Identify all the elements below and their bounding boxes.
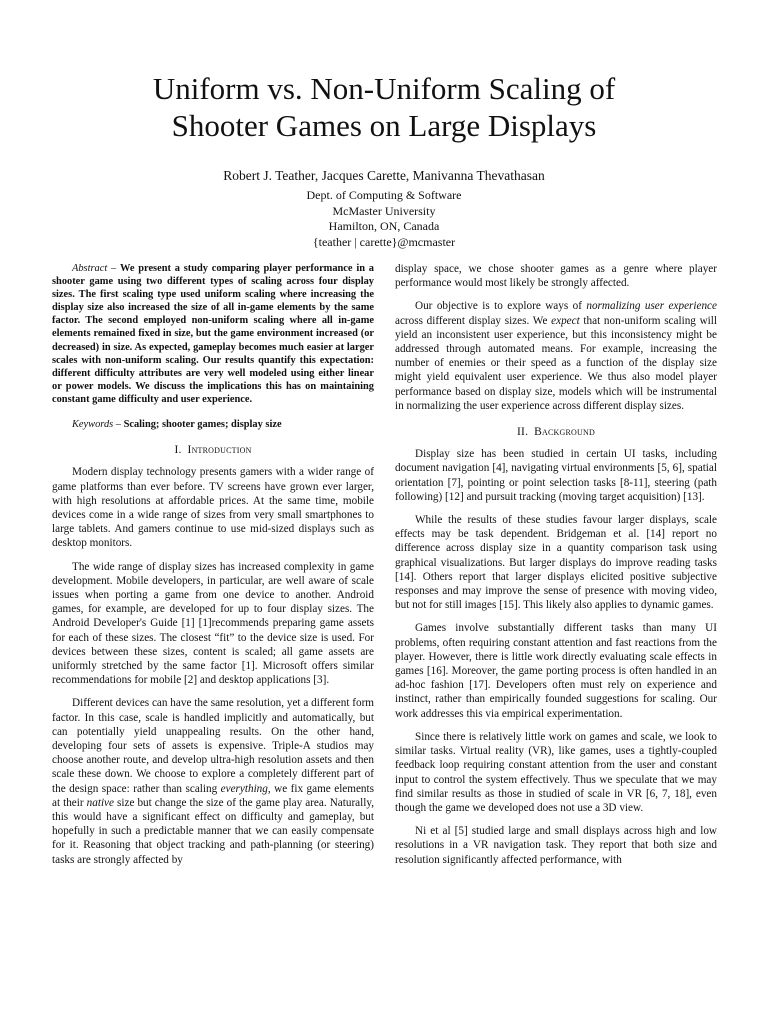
title-line-1: Uniform vs. Non-Uniform Scaling of	[152, 71, 616, 106]
text-run: size but change the size of the game play area. Naturally, this would have a significant effect on difficulty and gameplay, but hopefully in such a predictable manner that we can easily compensate for it. Reasoning that object tracking and path-planning (or steering) tasks are strongly affected by	[52, 796, 375, 866]
keywords	[52, 418, 374, 431]
background-paragraph-5: Ni et al [5] studied large and small displays across high and low resolutions in a VR navigation task. They report that both size and resolution significantly affected performance, with	[395, 825, 717, 866]
background-paragraph-1: Display size has been studied in certain UI tasks, including document navigation [4], navigating virtual environments [5, 6], spatial orientation [7], pointing or point selection tasks [8-11], steering (path following) [12] and pursuit tracking (moving target acquisition) [13].	[395, 448, 717, 503]
section-heading-background	[395, 425, 717, 439]
paper-title	[60, 70, 708, 144]
affiliation-dept: Dept. of Computing & Software	[306, 188, 462, 202]
emphasis: everything	[220, 782, 268, 795]
keywords-dash: –	[113, 419, 124, 431]
abstract-dash: –	[107, 263, 121, 274]
keywords-lead: Keywords	[72, 419, 114, 431]
affiliation-university: McMaster University	[332, 203, 436, 218]
text-run: , we fix game elements at their	[52, 782, 374, 809]
intro-paragraph-1: Modern display technology presents gamers with a wider range of game platforms than ever before. TV screens have grown ever larger, with high resolutions at affordable prices. At the same time, mobile devices come in a wide range of sizes from very small smartphones to large tablets. And gamers continue to use mid-sized displays such as desktop monitors.	[52, 466, 374, 550]
text-run: that non-uniform scaling will yield an inconsistent user experience, but this inconsistency might be addressed through automated means. For example, increasing the number of enemies or their speed as a function of the display size might yield equivalent user experience. We thus also model player performance based on display size, models which will be instrumental in normalizing the user experience across different display sizes.	[395, 314, 717, 412]
emphasis: expect	[551, 314, 580, 327]
abstract	[52, 262, 374, 406]
section-title: Introduction	[187, 444, 252, 457]
title-line-2: Shooter Games on Large Displays	[171, 108, 597, 143]
affiliation-email: {teather | carette}@mcmaster	[312, 234, 456, 249]
section-heading-introduction	[52, 443, 374, 457]
objective-paragraph	[395, 299, 717, 413]
background-paragraph-2: While the results of these studies favour larger displays, scale effects may be task dependent. Bridgeman et al. [14] report no difference across display size in a quantity comparison task using graphical visualizations. But larger displays do improve reading tasks [14]. Others report that larger displays elicited positive subjective responses and may improve the sense of presence with moving video, but not for still images [15]. This likely also applies to dynamic games.	[395, 514, 717, 612]
section-number: I.	[174, 444, 182, 457]
author-list: Robert J. Teather, Jacques Carette, Manivanna Thevathasan	[223, 168, 545, 183]
abstract-lead: Abstract	[72, 263, 108, 274]
background-paragraph-3: Games involve substantially different tasks than many UI problems, often requiring constant attention and fast reactions from the player. However, there is little work directly evaluating scale effects in games [16]. Moreover, the game porting process is often handled in an ad-hoc fashion [17]. Developers often must rely on experience and instinct, rather than empirically founded suggestions for scaling. Our work addresses this via empirical experimentation.	[395, 622, 717, 720]
intro-paragraph-3	[52, 696, 374, 866]
text-run: across different display sizes. We	[395, 314, 552, 327]
section-number: II.	[517, 426, 529, 439]
left-column	[52, 262, 374, 876]
text-run: Our objective is to explore ways of	[415, 300, 587, 313]
background-paragraph-4: Since there is relatively little work on games and scale, we look to similar tasks. Virtual reality (VR), like games, uses a tightly-coupled feedback loop requiring constant attention from the user and constant input to control the system effectively. Thus we speculate that we may find similar results as those in studied of scale in VR [6, 7, 18], even though the game we developed does not use a 3D view.	[395, 730, 717, 814]
affiliation-block	[60, 188, 708, 250]
abstract-text: We present a study comparing player performance in a shooter game using two different types of scaling across four display sizes. The first scaling type used uniform scaling where increasing the display size also increased the size of all in-game elements by the same factor. The second employed non-uniform scaling where all in-game elements remained fixed in size, but the game environment increased (or decreased) in size. As expected, gameplay becomes much easier at larger scales with non-uniform scaling. Our results quantify this expectation: different difficulty attributes are very well modeled using either linear or power models. We discuss the implications this has on maintaining constant game difficulty and user experience.	[52, 263, 374, 405]
emphasis: normalizing user experience	[586, 300, 717, 313]
affiliation-city: Hamilton, ON, Canada	[328, 219, 440, 233]
right-column	[395, 262, 717, 876]
keywords-text: Scaling; shooter games; display size	[123, 419, 282, 431]
section-title: Background	[534, 426, 595, 439]
intro-paragraph-2: The wide range of display sizes has increased complexity in game development. Mobile developers, in particular, are well aware of scale issues when porting a game from one device to another. Android games, for example, are developed for up to four display sizes. The Android Developer's Guide [1] [1]recommends preparing game assets for each of these sizes. The closest “fit” to the device size is used. For devices between these sizes, content is scaled; all game assets are uniformly stretched by the same factor [1]. Microsoft offers similar recommendations for mobile [2] and desktop applications [3].	[52, 560, 374, 687]
intro-continuation: display space, we chose shooter games as a genre where player performance would most likely be strongly affected.	[395, 263, 717, 290]
emphasis: native	[86, 796, 114, 809]
text-run: Different devices can have the same resolution, yet a different form factor. In this case, scale is handled implicitly and automatically, but can potentially yield unappealing results. On the other hand, developing four sets of assets is expensive. Triple-A studios may choose another route, and develop ultra-high resolution assets and then scale these down. We choose to explore a completely different part of the design space: rather than scaling	[52, 697, 374, 795]
